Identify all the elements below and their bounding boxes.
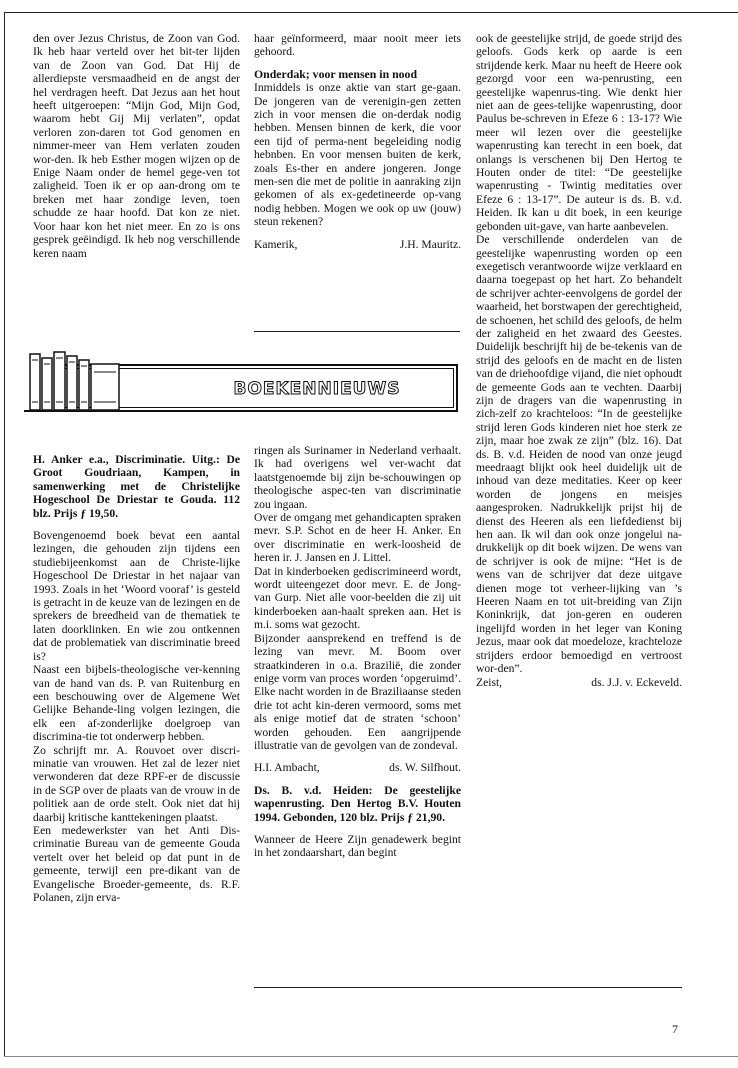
signature-name: J.H. Mauritz. [399,237,461,251]
column-4-paragraph-2: Naast een bijbels-theologische ver-kenning van de hand van ds. P. van Ruitenburg en een beschouwing over de Algemene Wet Gelijke Behande-ling volgen lezingen, die elk een af-zonderlijke doelgroep van discrimina-tie tot onderwerp hebben. [33,663,240,744]
signature-silfhout [254,761,461,774]
signature-eckeveld [476,676,682,689]
column-3-paragraph-1: ook de geestelijke strijd, de goede strijd des geloofs. Gods kerk op aarde is een strijdende kerk. Maar nu heeft de Heere ook gezorgd voor een wa-penrusting, een geestelijke wapenrus-ting. Wie denkt hier niet aan de gees-telijke wapenrusting, door Paulus be-schreven in Efeze 6 : 13-17? Wie meer wil lezen over die geestelijke wapenrusting kan terecht in een boek, dat onlangs is verschenen bij Den Hertog te Houten onder de titel: “De geestelijke wapenrusting - Twintig meditaties over Efeze 6 : 13-17”. De auteur is ds. B. v.d. Heiden. Ik kan u dit boek, in een keurige gebonden uit-gave, van harte aanbevelen. [476,32,682,233]
column-5-paragraph-1: ringen als Surinamer in Nederland verhaalt. Ik had overigens wel ver-wacht dat laatstgenoemde bij zijn be-schouwingen op theologische aspec-ten van discriminatie zou ingaan. [254,444,461,511]
column-3-paragraph-2: De verschillende onderdelen van de geestelijke wapenrusting worden op een exegetisch verantwoorde wijze verklaard en daarna toegepast op het hart. Zo behandelt de schrijver achter-eenvolgens de gordel der waarheid, het borstwapen der gerechtigheid, de schoenen, het schild des geloofs, de helm der zaligheid en het zwaard des Geestes. Duidelijk beschrijft hij de be-tekenis van de strijd des geloofs en de macht en de listen van de driehoofdige vijand, die niet ophoudt de gemeente Gods aan te vechten. Daarbij zijn de dragers van die wapenrusting in zich-zelf zo krachteloos: “In de geestelijke strijd leren Gods kinderen niet hoe sterk ze zijn, maar hoe zwak ze zijn” (blz. 16). Dat ds. B. v.d. Heiden de nood van onze jeugd meedraagt blijkt ook heel duidelijk uit de inhoud van deze meditaties. Keer op keer worden de jongens en meisjes aangesproken. Nadrukkelijk prijst hij de dienst des Heeren als een liefdedienst bij hen aan. Ik wil dan ook onze jongelui na-drukkelijk op dit boek wijzen. De wens van de schrijver is ook de mijne: “Het is de wens van de schrijver dat deze uitgave dienen moge tot verheer-lijking van ’s Heeren Naam en tot uit-breiding van Zijn Koninkrijk, dat jon-geren en ouderen ingelijfd worden in het leger van Koning Jezus, maar ook dat moedeloze, krachteloze strijders erdoor bemoedigd en vertroost wor-den”. [476,233,682,676]
book-review-1-bibliography: H. Anker e.a., Discriminatie. Uitg.: De Groot Goudriaan, Kampen, in samenwerking met de Christelijke Hogeschool De Driestar te Gouda. 112 blz. Prijs ƒ 19,50. [33,453,240,520]
signature-name: ds. W. Silfhout. [389,761,461,775]
section-heading-onderdak: Onderdak; voor mensen in nood [254,66,418,81]
books-icon [24,348,144,424]
signature-place: Kamerik, [254,237,298,251]
signature-mauritz [254,238,461,251]
column-4-paragraph-4: Een medewerkster van het Anti Dis-criminatie Bureau van de gemeente Gouda vertelt over het beleid op dat punt in de gemeente, terwijl een pre-dikant van de Evangelische Broeder-gemeente, ds. R.F. Polanen, zijn erva- [33,823,240,904]
column-5-closing: Wanneer de Heere Zijn genadewerk begint in het zondaarshart, dan begint [254,832,461,860]
column-1-text: den over Jezus Christus, de Zoon van God. Ik heb haar verteld over het bit-ter lijden van de Zoon van God. Dat Hij de allerdiepste versmaadheid en de angst der hel verdragen heeft. Dat Jezus aan het hout heeft uitgeroepen: “Mijn God, Mijn God, waarom hebt Gij Mij verlaten”, opdat verloren zon-daren tot God genomen en nimmer-meer van Hem verlaten zouden wor-den. Ik heb Esther mogen wijzen op de Enige Naam onder de hemel gege-ven tot zaligheid. Toen ik er op aan-drong om te breken met haar zondige leven, toen schudde ze haar hoofd. Dat kon ze niet. Voor haar kon het niet meer. En zo is ons gesprek geëindigd. Ik heb nog verschillende keren naam [33,32,240,260]
signature-place: Zeist, [476,675,503,689]
column-3 [476,32,682,689]
column-5 [254,444,461,860]
page-number: 7 [672,1022,678,1036]
column-4 [33,453,240,904]
column-5-paragraph-3: Dat in kinderboeken gediscrimineerd wordt, wordt uiteengezet door mevr. E. de Jong-van Gurp. Niet alle voor-beelden die zij uit kinderboeken aan-haalt spreken aan. Het is m.i. soms wat gezocht. [254,564,461,632]
column-2-body: Inmiddels is onze aktie van start ge-gaan. De jongeren van de verenigin-gen zetten zich in voor mensen die on-derdak nodig hebben. Mensen binnen de kerk, die voor een tijd of perma-nent begeleiding nodig hebnben. En voor mensen buiten de kerk, zoals Es-ther en andere jongeren. Jonge men-sen die met de politie in aanraking zijn gekomen of als ex-gedetineerde op-vang nodig hebben. Mogen we ook op uw (jouw) steun rekenen? [254,81,461,229]
signature-place: H.I. Ambacht, [254,761,320,775]
page-frame-bottom [4,1056,738,1057]
bottom-rule [254,987,682,988]
column-2 [254,32,461,251]
page-frame-top [4,12,738,13]
column-4-paragraph-3: Zo schrijft mr. A. Rouvoet over discri-minatie van vrouwen. Het zal de lezer niet verwonderen dat deze RPF-er de discussie in de SGP over de plaats van de vrouw in de politiek aan de orde stelt. Ook niet dat hij daarbij kritische kanttekeningen plaatst. [33,743,240,824]
column-4-paragraph-1: Bovengenoemd boek bevat een aantal lezingen, die gehouden zijn tijdens een studiebijeenkomst aan de Christe-lijke Hogeschool De Driestar in het najaar van 1993. Zoals in het ‘Woord vooraf’ is gesteld is getracht in de keuze van de lezingen en de sprekers de breedheid van de thematiek te laten doorklinken. En wie zou ontkennen dat de problematiek van discriminatie breed is? [33,529,240,663]
column-1 [33,32,240,260]
banner-title: BOEKENNIEUWS [233,379,401,399]
column-5-paragraph-2: Over de omgang met gehandicapten spraken mevr. S.P. Schot en de heer H. Anker. En over discriminatie en werk-loosheid de heren ir. J. Jansen en J. Littel. [254,511,461,565]
column-5-paragraph-4: Bijzonder aansprekend en treffend is de lezing van mevr. M. Boom over straatkinderen in o.a. Brazilië, die zonder enige vorm van proces worden ‘opgeruimd’. Elke nacht worden in de Braziliaanse steden drie tot acht kin-deren vermoord, soms met als enige motief dat de straten ‘schoon’ worden gehouden. Een aangrijpende illustratie van de gevolgen van de zondeval. [254,631,461,752]
page-frame-left [4,12,5,1057]
book-review-2-bibliography: Ds. B. v.d. Heiden: De geestelijke wapenrusting. Den Hertog B.V. Houten 1994. Gebonden, 120 blz. Prijs ƒ 21,90. [254,783,461,824]
signature-name: ds. J.J. v. Eckeveld. [591,675,682,689]
boekennieuws-banner [24,348,458,424]
column-2-intro: haar geïnformeerd, maar nooit meer iets gehoord. [254,32,461,59]
column-2-end-rule [254,331,460,332]
